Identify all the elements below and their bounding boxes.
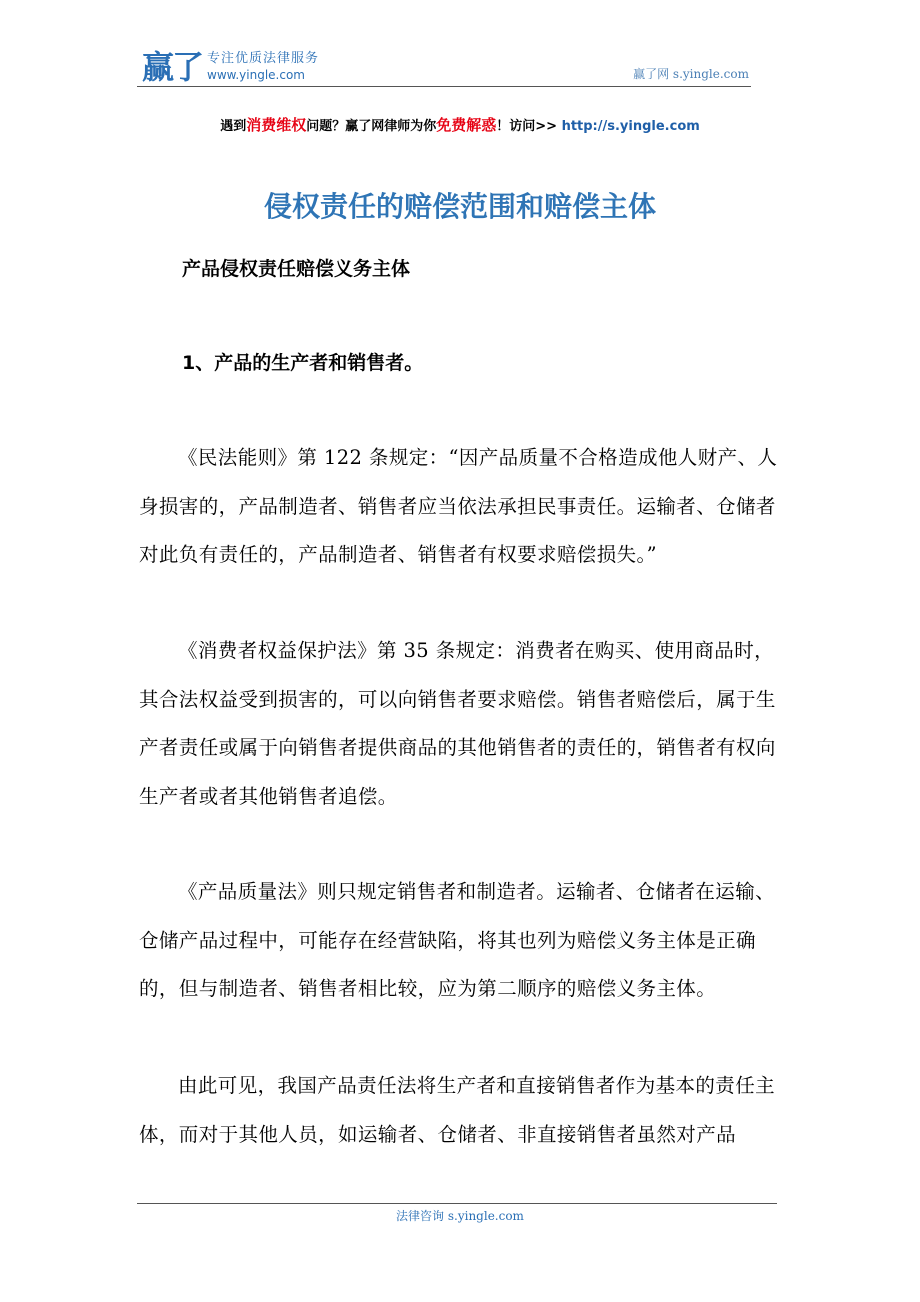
page-header (137, 48, 751, 86)
footer-divider (137, 1203, 777, 1204)
footer-link[interactable]: 法律咨询 s.yingle.com (396, 1209, 524, 1223)
promo-banner (0, 116, 920, 136)
section-heading: 1、产品的生产者和销售者。 (182, 352, 424, 374)
promo-text-3: ！访问>> (496, 119, 562, 134)
promo-highlight-consumer-rights: 消费维权 (246, 116, 307, 134)
promo-highlight-free: 免费解惑 (436, 116, 497, 134)
logo-slogan: 专注优质法律服务 (207, 51, 320, 66)
document-title: 侵权责任的赔偿范围和赔偿主体 (263, 190, 656, 223)
promo-link[interactable]: http://s.yingle.com (561, 119, 700, 134)
yingle-logo[interactable]: 赢了 (142, 48, 203, 86)
promo-text-1: 遇到 (220, 119, 247, 134)
promo-text-2: 问题？赢了网律师为你 (306, 119, 437, 134)
header-site-link[interactable]: 赢了网 s.yingle.com (633, 67, 749, 81)
paragraph-consumer-protection: 《消费者权益保护法》第 35 条规定：消费者在购买、使用商品时，其合法权益受到损害的，可以向销售者要求赔偿。销售者赔偿后，属于生产者责任或属于向销售者提供商品的其他销售者的责任的，销售者有权向生产者或者其他销售者追偿。 (139, 639, 776, 808)
logo-url[interactable]: www.yingle.com (207, 68, 305, 82)
paragraph-conclusion: 由此可见，我国产品责任法将生产者和直接销售者作为基本的责任主体，而对于其他人员，如运输者、仓储者、非直接销售者虽然对产品 (139, 1074, 776, 1146)
paragraph-product-quality: 《产品质量法》则只规定销售者和制造者。运输者、仓储者在运输、仓储产品过程中，可能存在经营缺陷，将其也列为赔偿义务主体是正确的，但与制造者、销售者相比较，应为第二顺序的赔偿义务主体。 (139, 880, 776, 1000)
header-divider (137, 86, 751, 87)
document-subheading: 产品侵权责任赔偿义务主体 (182, 258, 411, 280)
paragraph-civil-law: 《民法能则》第 122 条规定：“因产品质量不合格造成他人财产、人身损害的，产品制造者、销售者应当依法承担民事责任。运输者、仓储者对此负有责任的，产品制造者、销售者有权要求赔偿损失。” (139, 446, 778, 566)
